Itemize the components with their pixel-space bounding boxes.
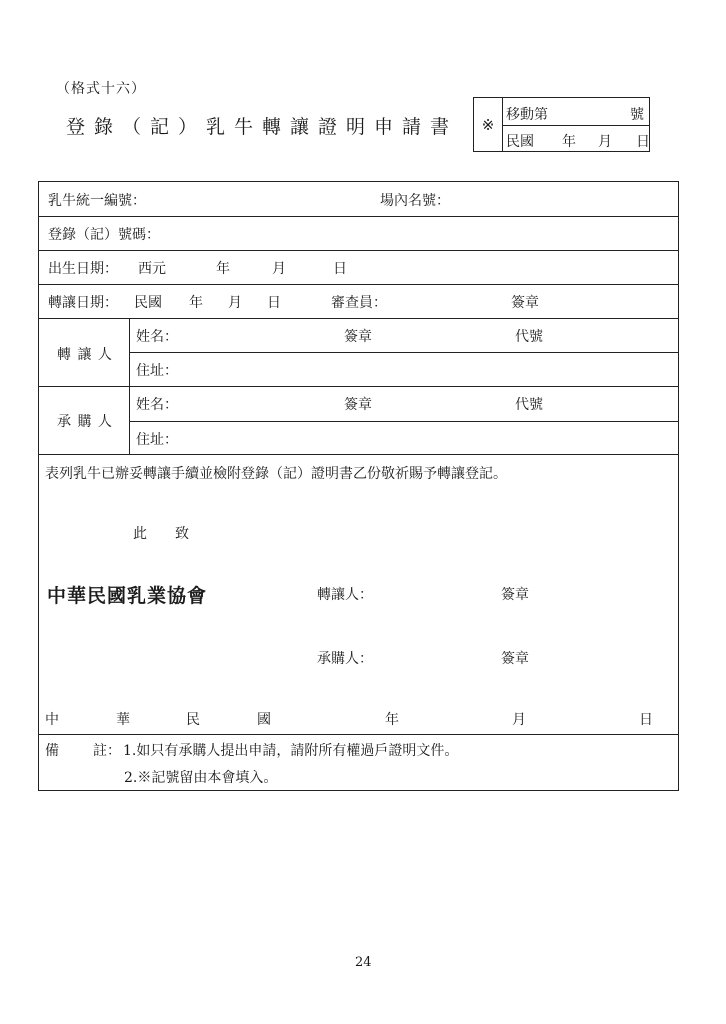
statement-text: 表列乳牛已辦妥轉讓手續並檢附登錄（記）證明書乙份敬祈賜予轉讓登記。: [45, 466, 507, 482]
reference-box: [473, 97, 650, 152]
rule: [39, 318, 678, 319]
buyer-group-label: 承 購 人: [57, 414, 113, 430]
birth-date-month: 月: [272, 261, 286, 277]
group-divider: [129, 318, 130, 454]
transferor-address-label: 住址：: [136, 363, 178, 379]
registration-number-label: 登錄（記）號碼：: [48, 227, 160, 243]
buyer-name-label: 姓名：: [136, 397, 178, 413]
notes-label-colon: 註：: [93, 743, 121, 759]
reference-mark: ※: [474, 98, 503, 151]
rule: [39, 284, 678, 285]
reference-row-date[interactable]: [502, 125, 649, 152]
note-2: 2.※記號留由本會填入。: [124, 770, 278, 786]
transferor-code-label: 代號: [515, 329, 543, 345]
signature-buyer-label: 承購人：: [317, 651, 373, 667]
date-line-char: 國: [257, 712, 271, 728]
reference-number-label: 移動第: [506, 107, 548, 123]
format-label: （格式十六）: [56, 81, 146, 97]
notes-label: 備: [45, 743, 59, 759]
birth-date-label: 出生日期：: [48, 261, 118, 277]
signature-transferor-label: 轉讓人：: [317, 587, 373, 603]
rule: [39, 734, 678, 735]
rule: [129, 352, 678, 353]
rule: [129, 421, 678, 422]
reference-number-suffix: 號: [630, 107, 644, 123]
date-line-char: 中: [45, 712, 59, 728]
transferor-seal-label: 簽章: [344, 329, 372, 345]
reference-date-year: 年: [562, 133, 576, 150]
date-line-year: 年: [385, 712, 399, 728]
reference-date-era: 民國: [506, 133, 534, 150]
transferor-name-label: 姓名：: [136, 329, 178, 345]
rule: [39, 250, 678, 251]
transfer-date-year: 年: [189, 295, 203, 311]
date-line-month: 月: [512, 712, 526, 728]
reference-date-day: 日: [636, 133, 650, 150]
reference-row-number[interactable]: [502, 98, 649, 126]
transfer-date-day: 日: [267, 295, 281, 311]
date-line-char: 華: [116, 712, 130, 728]
application-form: [38, 181, 679, 791]
transfer-date-era: 民國: [134, 295, 162, 311]
birth-date-day: 日: [333, 261, 347, 277]
signature-buyer-seal: 簽章: [501, 651, 529, 667]
page-number: 24: [355, 955, 372, 970]
rule: [39, 454, 678, 455]
reviewer-label: 審查員：: [331, 295, 387, 311]
rule: [39, 386, 678, 387]
document-title: 登錄（記）乳牛轉讓證明申請書: [66, 116, 459, 138]
salutation: 此 致: [133, 526, 189, 542]
signature-transferor-seal: 簽章: [501, 587, 529, 603]
transfer-date-month: 月: [228, 295, 242, 311]
note-1: 1.如只有承購人提出申請，請附所有權過戶證明文件。: [123, 743, 459, 759]
association-name: 中華民國乳業協會: [47, 585, 208, 607]
reference-date-month: 月: [598, 133, 612, 150]
date-line-char: 民: [186, 712, 200, 728]
buyer-seal-label: 簽章: [344, 397, 372, 413]
birth-date-year: 年: [216, 261, 230, 277]
birth-date-era: 西元: [138, 261, 166, 277]
buyer-code-label: 代號: [515, 397, 543, 413]
transferor-group-label: 轉 讓 人: [57, 347, 113, 363]
reviewer-seal-label: 簽章: [511, 295, 539, 311]
rule: [39, 216, 678, 217]
transfer-date-label: 轉讓日期：: [48, 295, 118, 311]
buyer-address-label: 住址：: [136, 432, 178, 448]
date-line-day: 日: [639, 712, 653, 728]
cow-id-label: 乳牛統一編號：: [48, 193, 146, 209]
farm-number-label: 場內名號：: [380, 193, 450, 209]
